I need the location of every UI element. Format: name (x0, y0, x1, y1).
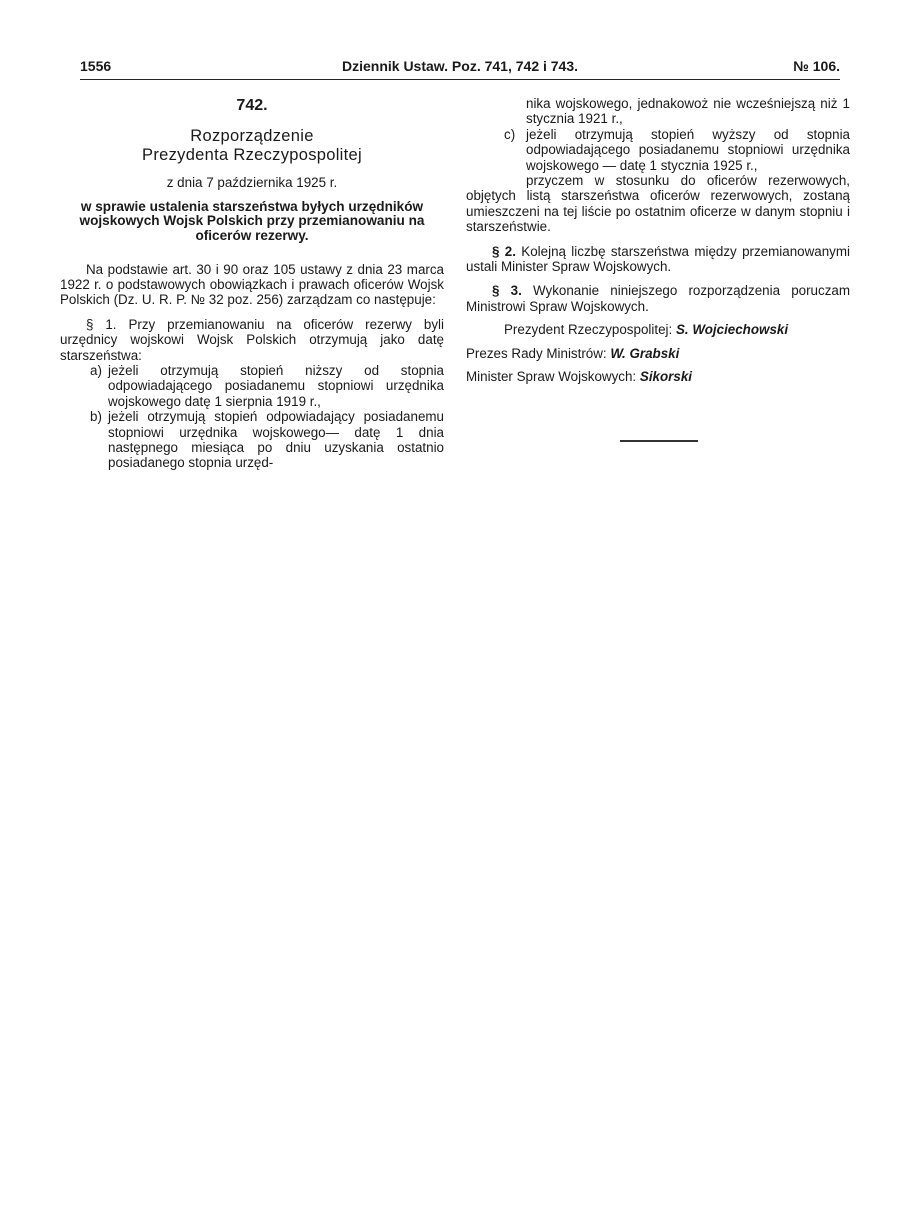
signature-military-minister-role: Minister Spraw Wojskowych: (466, 369, 637, 385)
signature-president-name: S. Wojciechowski (675, 322, 789, 338)
right-column (466, 96, 850, 385)
after-items: przyczem w stosunku do oficerów rezerwowych, objętych listą starszeństwa oficerów rezerwowych, zostaną umieszczeni na tej liście po ostatnim oficerze w danym stopniu i starszeństwie. (466, 173, 850, 235)
section-3-mark: § 3. (492, 283, 522, 299)
item-c-text: jeżeli otrzymują stopień wyższy od stopnia odpowiadającego posiadanemu stopniowi urzędnika wojskowego — datę 1 stycznia 1925 r., (526, 126, 850, 173)
signature-prime-minister-role: Prezes Rady Ministrów: (466, 345, 607, 361)
preamble: Na podstawie art. 30 i 90 oraz 105 ustawy z dnia 23 marca 1922 r. o podstawowych obowiązkach i prawach oficerów Wojsk Polskich (Dz. U. R. P. № 32 poz. 256) zarządzam co następuje: (60, 261, 444, 308)
section-2-text: Kolejną liczbę starszeństwa między przemianowanymi ustali Minister Spraw Wojskowych. (466, 243, 850, 275)
act-date: z dnia 7 października 1925 r. (166, 175, 338, 191)
item-b-continuation: nika wojskowego, jednakowoż nie wcześniejszą niż 1 stycznia 1921 r., (526, 96, 850, 127)
page-number: 1556 (80, 58, 112, 74)
section-1-text: Przy przemianowaniu na oficerów rezerwy byli urzędnicy wojskowi Wojsk Polskich otrzymują jako datę starszeństwa: (60, 316, 444, 363)
item-c (466, 127, 850, 173)
section-1 (60, 317, 444, 363)
section-2 (466, 244, 850, 275)
item-b-label: b) (90, 409, 102, 425)
item-b (60, 409, 444, 471)
item-b-text: jeżeli otrzymują stopień odpowiadający posiadanemu stopniowi urzędnika wojskowego— datę 1 dnia następnego miesiąca po dniu uzyskania ostatnio posiadanego stopnia urzęd- (108, 409, 444, 471)
section-3-text: Wykonanie niniejszego rozporządzenia poruczam Ministrowi Spraw Wojskowych. (466, 283, 850, 314)
signature-president-role: Prezydent Rzeczypospolitej: (504, 322, 673, 338)
section-1-mark: § 1. (86, 316, 117, 332)
journal-title: Dziennik Ustaw. Poz. 741, 742 i 743. (341, 58, 579, 74)
item-a (60, 363, 444, 409)
section-2-mark: § 2. (492, 243, 516, 259)
section-3 (466, 283, 850, 314)
act-number: 742. (236, 97, 268, 114)
left-column (60, 96, 444, 471)
page-header (80, 58, 840, 80)
signature-military-minister-name: Sikorski (639, 369, 692, 385)
header-rule (80, 79, 840, 80)
item-a-label: a) (90, 363, 102, 379)
act-subject: w sprawie ustalenia starszeństwa byłych urzędników wojskowych Wojsk Polskich przy przemianowaniu na oficerów rezerwy. (79, 198, 425, 243)
act-title-line1: Rozporządzenie (190, 127, 314, 146)
issue-number: № 106. (793, 58, 840, 74)
item-a-text: jeżeli otrzymują stopień niższy od stopnia odpowiadającego posiadanemu stopniowi urzędnika wojskowego datę 1 sierpnia 1919 r., (108, 363, 444, 409)
signature-prime-minister (466, 346, 850, 361)
end-rule (620, 440, 698, 442)
signature-military-minister (466, 369, 850, 384)
signature-prime-minister-name: W. Grabski (610, 345, 680, 361)
signature-president (466, 322, 850, 337)
item-c-label: c) (504, 126, 516, 142)
act-title-line2: Prezydenta Rzeczypospolitej (142, 146, 362, 165)
